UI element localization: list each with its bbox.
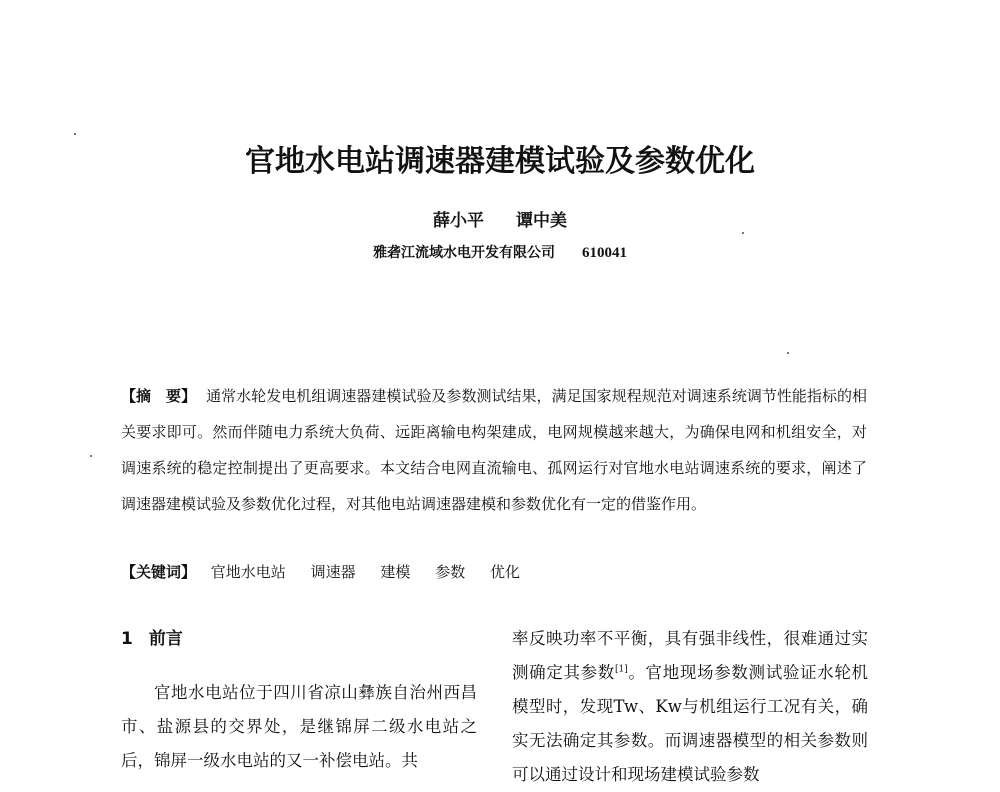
abstract-label: 【摘 要】 xyxy=(121,387,197,405)
section-heading xyxy=(121,622,477,656)
affiliation xyxy=(0,242,1000,262)
scan-speck xyxy=(787,352,789,354)
body-text-segment: 率反映功率不平衡，具有强非线性，很难通过实测确定其参数 xyxy=(512,629,868,682)
keyword: 建模 xyxy=(380,563,411,581)
keyword: 优化 xyxy=(489,563,520,581)
author-list xyxy=(0,206,1000,231)
right-column xyxy=(512,622,868,792)
citation-ref: [1] xyxy=(614,664,628,675)
keyword: 官地水电站 xyxy=(210,563,286,581)
keywords xyxy=(121,558,867,586)
scan-speck xyxy=(742,232,744,234)
section-title: 前言 xyxy=(148,629,183,649)
body-text-segment: 。官地现场参数测试验证水轮机模型时，发现Tw、Kw与机组运行工况有关，确实无法确定其参数。而调速器模型的相关参数则可以通过设计和现场建模试验参数 xyxy=(512,663,869,784)
affiliation-org: 雅砻江流域水电开发有限公司 xyxy=(373,245,556,261)
keyword: 参数 xyxy=(435,563,466,581)
body-paragraph: 官地水电站位于四川省凉山彝族自治州西昌市、盐源县的交界处，是继锦屏二级水电站之后，锦屏一级水电站的又一补偿电站。共 xyxy=(121,683,477,770)
abstract-text: 通常水轮发电机组调速器建模试验及参数测试结果，满足国家规程规范对调速系统调节性能指标的相关要求即可。然而伴随电力系统大负荷、远距离输电构架建成，电网规模越来越大，为确保电网和机组安全，对调速系统的稳定控制提出了更高要求。本文结合电网直流输电、孤网运行对官地水电站调速系统的要求，阐述了调速器建模试验及参数优化过程，对其他电站调速器建模和参数优化有一定的借鉴作用。 xyxy=(121,387,867,513)
author-name: 薛小平 xyxy=(433,211,485,231)
keywords-label: 【关键词】 xyxy=(121,563,197,581)
affiliation-postcode: 610041 xyxy=(581,245,627,261)
keyword: 调速器 xyxy=(310,563,356,581)
author-name: 谭中美 xyxy=(515,211,567,231)
paper-title: 官地水电站调速器建模试验及参数优化 xyxy=(245,144,755,179)
body-paragraph xyxy=(512,622,868,792)
scan-speck xyxy=(90,455,92,457)
left-column xyxy=(121,622,477,778)
scan-speck xyxy=(74,133,76,135)
section-number: 1 xyxy=(121,629,133,649)
abstract xyxy=(121,378,867,522)
